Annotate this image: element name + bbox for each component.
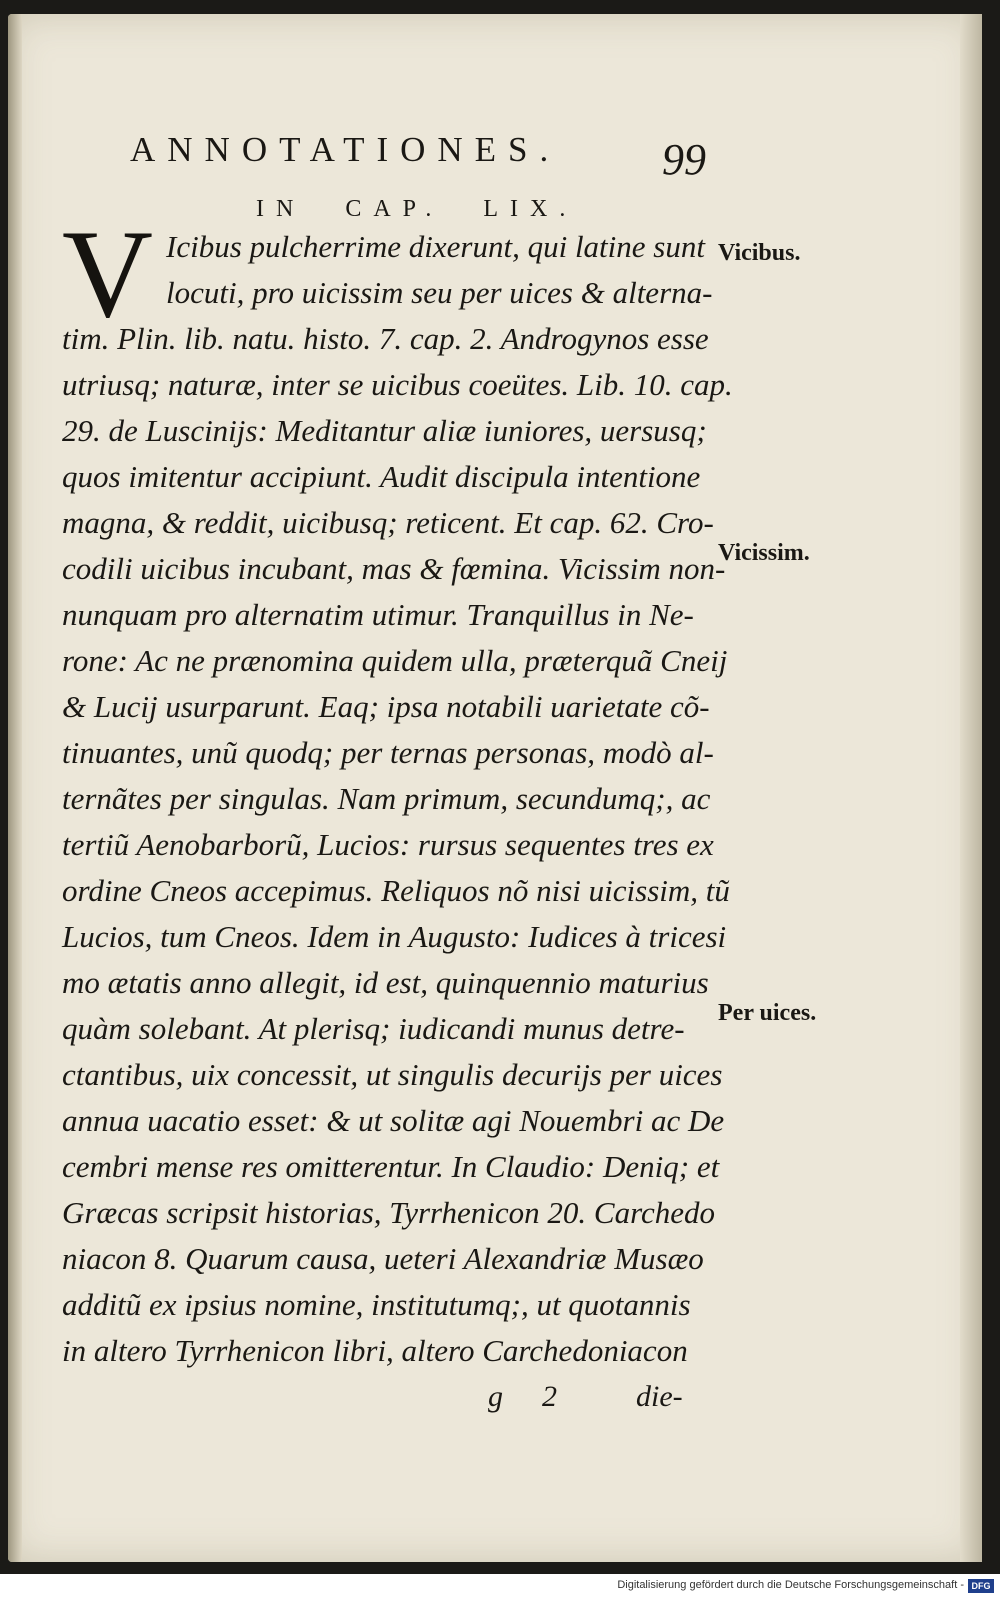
text-line: Icibus pulcherrime dixerunt, qui latine sunt [166,229,705,264]
running-head: ANNOTATIONES. [130,130,561,169]
text-line: quos imitentur accipiunt. Audit discipula intentione [62,459,701,494]
chapter-heading: IN CAP. LIX. [256,196,578,222]
text-line: niacon 8. Quarum causa, ueteri Alexandriæ Musæo [62,1241,704,1276]
signature-number: 2 [542,1380,557,1413]
dfg-logo: DFG [968,1579,994,1593]
text-line: Græcas scripsit historias, Tyrrhenicon 20. Carchedo [62,1195,716,1230]
text-line: magna, & reddit, uicibusq; reticent. Et cap. 62. Cro- [62,505,714,540]
text-line: 29. de Luscinijs: Meditantur aliæ iuniores, uersusq; [62,413,707,448]
text-line: rone: Ac ne prænomina quidem ulla, præterquã Cneij [62,643,728,678]
text-line: annua uacatio esset: & ut solitæ agi Nouembri ac De [62,1103,725,1138]
digitization-footer [0,1574,1000,1599]
page-gutter [8,14,22,1562]
drop-cap: V [62,205,153,344]
text-line: in altero Tyrrhenicon libri, altero Carchedoniacon [62,1333,688,1368]
text-line: nunquam pro alternatim utimur. Tranquillus in Ne- [62,597,694,632]
page-fore-edge [960,14,982,1562]
text-line: tertiũ Aenobarborũ, Lucios: rursus sequentes tres ex [62,827,714,862]
text-line: quàm solebant. At plerisq; iudicandi munus detre- [62,1011,685,1046]
text-line: tinuantes, unũ quodq; per ternas personas, modò al- [62,735,714,770]
signature-line [480,1380,700,1420]
text-line: additũ ex ipsius nomine, institutumq;, ut quotannis [62,1287,691,1322]
page-number: 99 [662,135,706,184]
text-line: locuti, pro uicissim seu per uices & alterna- [166,275,713,310]
text-line: ordine Cneos accepimus. Reliquos nõ nisi uicissim, tũ [62,873,730,908]
text-line: utriusq; naturæ, inter se uicibus coeütes. Lib. 10. cap. [62,367,733,402]
text-line: ternãtes per singulas. Nam primum, secundumq;, ac [62,781,711,816]
text-line: tim. Plin. lib. natu. histo. 7. cap. 2. Androgynos esse [62,321,709,356]
margin-note: Per uices. [718,1000,817,1026]
text-line: codili uicibus incubant, mas & fœmina. Vicissim non- [62,551,726,586]
margin-note: Vicissim. [718,540,810,566]
margin-note: Vicibus. [718,240,801,266]
text-line: cembri mense res omitterentur. In Claudio: Deniq; et [62,1149,720,1184]
signature-mark: g [488,1380,503,1413]
text-line: Lucios, tum Cneos. Idem in Augusto: Iudices à tricesi [62,919,727,954]
text-line: ctantibus, uix concessit, ut singulis decurijs per uices [62,1057,723,1092]
text-line: & Lucij usurparunt. Eaq; ipsa notabili uarietate cõ- [62,689,710,724]
text-line: mo ætatis anno allegit, id est, quinquennio maturius [62,965,709,1000]
funding-credit: Digitalisierung gefördert durch die Deutsche Forschungsgemeinschaft - [617,1579,964,1591]
catchword: die- [636,1380,683,1413]
